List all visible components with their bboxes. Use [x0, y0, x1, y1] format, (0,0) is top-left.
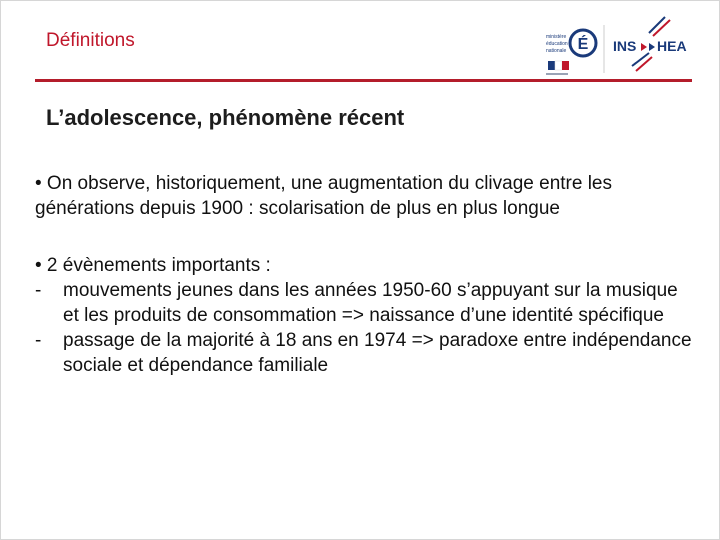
slide-body: [35, 171, 695, 378]
ministry-logo: [546, 30, 596, 75]
logo-arrow-icon: [641, 43, 647, 51]
logo-stroke-4: [636, 57, 652, 71]
ministry-line-1: ministère: [546, 34, 567, 40]
ministry-caption: [546, 73, 568, 75]
logos: [536, 11, 706, 81]
list-item: [35, 278, 695, 328]
flag-red: [562, 61, 569, 70]
list-item: [35, 328, 695, 378]
list-item-text: mouvements jeunes dans les années 1950-60 s’appuyant sur la musique et les produits de consommation => naissance d’une identité spécifique: [63, 280, 678, 326]
ministry-line-3: nationale: [546, 48, 567, 54]
logo-stroke-3: [632, 53, 649, 66]
ministry-letter: É: [577, 36, 589, 53]
dash-marker: -: [35, 330, 42, 351]
dash-marker: -: [35, 280, 42, 301]
inshea-logo: [613, 17, 687, 71]
ministry-line-2: éducation: [546, 41, 568, 47]
slide-title: L’adolescence, phénomène récent: [46, 105, 405, 130]
flag-white: [555, 61, 562, 70]
bullet-paragraph-1: • On observe, historiquement, une augmentation du clivage entre les générations depuis 1900 : scolarisation de plus en plus longue: [35, 173, 612, 219]
bullet-paragraph-2: [35, 253, 695, 378]
logo-stroke-1: [649, 17, 665, 33]
flag-blue: [548, 61, 555, 70]
header-divider: [35, 79, 692, 82]
ins-text: INS: [613, 38, 637, 54]
hea-text: HEA: [657, 38, 687, 54]
header-title: Définitions: [46, 30, 135, 51]
logo-stroke-2: [653, 20, 670, 36]
logo-arrow-icon-2: [649, 43, 655, 51]
bullet-intro: • 2 évènements importants :: [35, 255, 271, 276]
list-item-text: passage de la majorité à 18 ans en 1974 => paradoxe entre indépendance sociale et dépendance familiale: [63, 330, 692, 376]
